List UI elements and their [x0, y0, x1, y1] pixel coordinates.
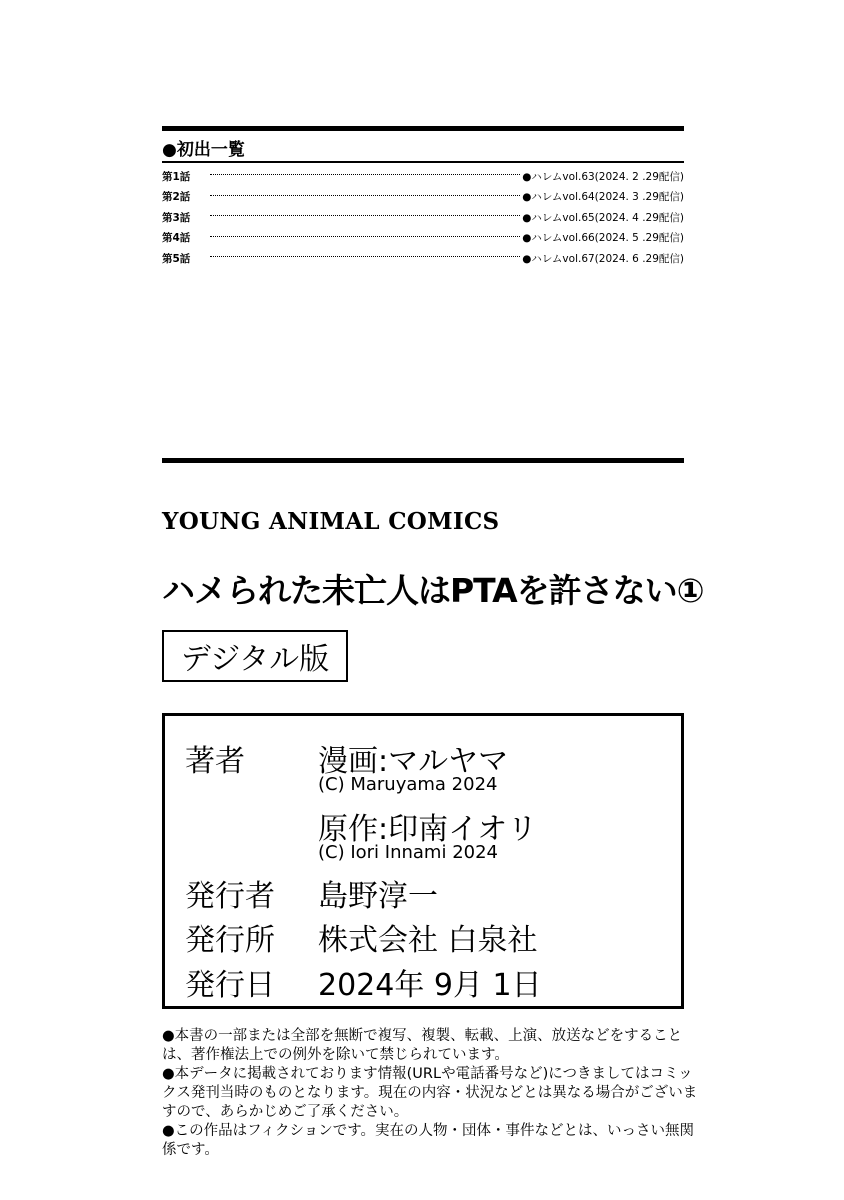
book-title: ハメられた未亡人はPTAを許さない① [162, 571, 704, 610]
episode-number: 第5話 [162, 252, 191, 265]
episode-source: ●ハレムvol.66(2024. 5 .29配信) [522, 232, 684, 245]
episode-number: 第1話 [162, 170, 191, 183]
heading-rule [162, 161, 684, 163]
story-copyright: (C) Iori Innami 2024 [318, 842, 498, 863]
publisher-person: 島野淳一 [318, 879, 438, 914]
episode-row [162, 248, 684, 269]
episode-source: ●ハレムvol.65(2024. 4 .29配信) [522, 211, 684, 224]
comics-label: YOUNG ANIMAL COMICS [162, 508, 500, 535]
publisher-person-label: 発行者 [185, 879, 275, 914]
data-info-note: ●本データに掲載されております情報(URLや電話番号など)につきましてはコミックス発刊当時のものとなります。現在の内容・状況などとは異なる場合がございますので、あらかじめご了承ください。 [162, 1066, 698, 1120]
art-copyright: (C) Maruyama 2024 [318, 774, 498, 795]
publish-date: 2024年 9月 1日 [318, 968, 542, 1003]
episode-source: ●ハレムvol.67(2024. 6 .29配信) [522, 252, 684, 265]
first-appearance-heading: ●初出一覧 [162, 140, 245, 160]
leader-dots [210, 195, 520, 196]
leader-dots [210, 215, 520, 216]
story-credit: 原作:印南イオリ [318, 812, 538, 847]
publisher: 株式会社 白泉社 [318, 923, 538, 958]
episode-source: ●ハレムvol.64(2024. 3 .29配信) [522, 191, 684, 204]
copyright-note: ●本書の一部または全部を無断で複写、複製、転載、上演、放送などをすることは、著作権法上での例外を除いて禁じられています。 [162, 1028, 683, 1063]
fiction-note: ●この作品はフィクションです。実在の人物・団体・事件などとは、いっさい無関係です。 [162, 1123, 695, 1158]
leader-dots [210, 236, 520, 237]
episode-row [162, 187, 684, 208]
date-label: 発行日 [185, 968, 275, 1003]
leader-dots [210, 174, 520, 175]
episode-number: 第4話 [162, 232, 191, 245]
author-label: 著者 [185, 744, 245, 779]
episode-number: 第3話 [162, 211, 191, 224]
middle-rule [162, 458, 684, 463]
credits-box [162, 713, 684, 1009]
leader-dots [210, 256, 520, 257]
episode-number: 第2話 [162, 191, 191, 204]
episode-row [162, 207, 684, 228]
legal-notes [162, 1027, 702, 1160]
episode-row [162, 166, 684, 187]
art-credit: 漫画:マルヤマ [318, 744, 509, 779]
publisher-label: 発行所 [185, 923, 275, 958]
episode-list [162, 166, 684, 269]
top-rule [162, 126, 684, 131]
edition-box [162, 630, 348, 682]
episode-row [162, 228, 684, 249]
edition-label: デジタル版 [180, 642, 330, 677]
episode-source: ●ハレムvol.63(2024. 2 .29配信) [522, 170, 684, 183]
